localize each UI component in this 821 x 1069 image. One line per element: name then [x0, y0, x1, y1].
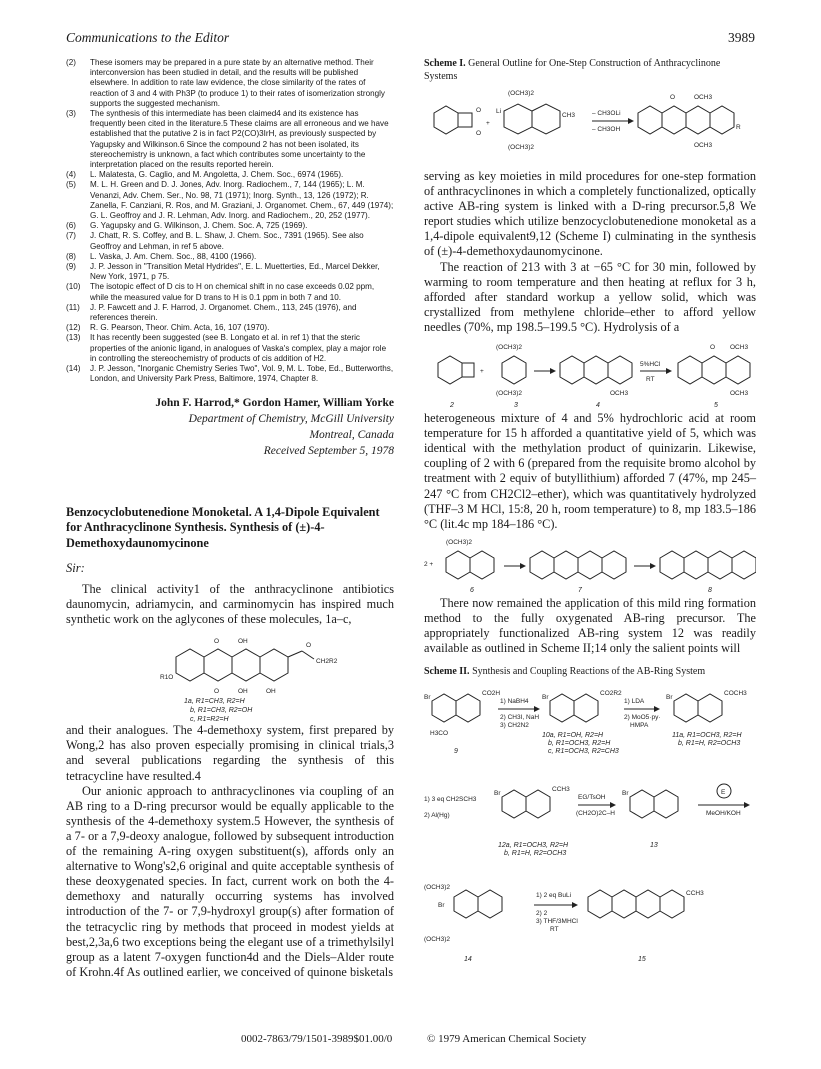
compound-number: 4	[596, 402, 600, 410]
reagent-label: (CH2O)2C–H	[576, 809, 616, 817]
compound-number: 13	[650, 841, 658, 849]
reagent-label: 3) CH2N2	[500, 721, 529, 729]
reference-item: (6) G. Yagupsky and G. Wilkinson, J. Chem. Soc. A, 725 (1969).	[66, 221, 308, 231]
svg-text:CO2H: CO2H	[482, 689, 501, 697]
right-column	[424, 58, 756, 973]
reagent-label: MeOH/KOH	[706, 809, 741, 817]
compound-legend: b, R1=H, R2=OCH3	[678, 739, 741, 747]
paragraph: There now remained the application of this mild ring formation method to the fully oxygenated AB-ring precursor. The appropriately functionalized AB-ring system 12 was readily available as outlined in Scheme II;14 only the salient points will	[424, 595, 756, 656]
reference-item: (8) L. Vaska, J. Am. Chem. Soc., 88, 4100 (1966).	[66, 251, 257, 261]
compound-1-structure	[66, 627, 394, 723]
reagent-label: – CH3OH	[592, 126, 621, 133]
reference-item: (9) J. P. Jesson in "Transition Metal Hydrides", E. L. Muetterties, Ed., Marcel Dekker, New York, 1971, p 75.	[66, 262, 380, 282]
author-signature	[66, 395, 394, 459]
paragraph: heterogeneous mixture of 4 and 5% hydrochloric acid at room temperature for 15 h afforded a quantitative yield of 5, which was identical with the methylation product of quinizarin. Likewise, coupling of 2 with 6 (prepared from the requisite bromo alcohol by treatment with 2 equiv of butyllithium) afforded 7 (47%, mp 245–247 °C from CH2Cl2–ether), which was quantitatively hydrolyzed (THF–3 M HCl, 15:8, 20 h, room temperature) to 8, mp 183.5–186 °C (lit.4c mp 184–186 °C).	[424, 411, 756, 531]
svg-text:H3CO: H3CO	[430, 729, 449, 737]
paragraph: Our anionic approach to anthracyclinones via coupling of an AB ring to a D-ring precursor would be equally applicable to the synthesis of the 4-demethoxy system.5 However, the synthesis of a 7- or a 7,9-deoxy analogue, followed by subsequent introduction of the remaining A-ring oxygen substituent(s), affords only an alternative to Wong's2,6 original and quite acceptable synthesis of these deoxygenated species. In fact, current work on both the 4-demethoxy and naturally occurring systems has involved introduction of the 7- or 7,9-hydroxyl group(s) after formation of the tetracyclic ring by methods that proceed in modest yields at best,2,3a,6 two exceptions being the elegant use of a trimethylsilyl group as a latent 7-oxygen function4d and the Diels–Alder route of Krohn.4f As outlined earlier, we conceived of quinone bisketals	[66, 783, 394, 979]
running-head	[66, 30, 755, 48]
scheme-1-figure	[424, 83, 756, 169]
left-column	[66, 58, 394, 980]
svg-text:(OCH3)2: (OCH3)2	[508, 144, 535, 151]
article-code: 0002-7863/79/1501-3989$01.00/0	[241, 1033, 393, 1045]
oh-label: OH	[266, 688, 276, 696]
compound-number: 8	[708, 586, 712, 594]
svg-text:Br: Br	[542, 693, 549, 701]
svg-text:COCH3: COCH3	[724, 689, 747, 697]
article-title: Benzocyclobutenedione Monoketal. A 1,4-Dipole Equivalent for Anthracyclinone Synthesis. Synthesis of (±)-4-Demethoxydaunomycinone	[66, 504, 380, 550]
svg-text:OCH3: OCH3	[610, 390, 629, 398]
compound-number: 7	[578, 586, 582, 594]
reagent-label: RT	[646, 376, 655, 384]
svg-text:O: O	[670, 94, 676, 101]
svg-text:Br: Br	[666, 693, 673, 701]
reagent-label: 1) 3 eq CH2SCH3	[424, 795, 477, 803]
received-date: Received September 5, 1978	[263, 444, 394, 457]
reagent-label: EG/TsOH	[578, 793, 606, 801]
svg-text:+: +	[480, 368, 484, 376]
copyright: © 1979 American Chemical Society	[427, 1033, 587, 1045]
scheme-1-title: Scheme I. General Outline for One-Step Construction of Anthracyclinone Systems	[424, 58, 721, 82]
reference-item: (2) These isomers may be prepared in a pure state by an alternative method. Their interconversion has been studied in detail, and the results will be published elsewhere. In addition to rate law evidence, the close similarity of the rates of reaction of 3 and 4 with Ph3P (to produce 1) to their rates of isomerization strongly supports the suggested mechanism.	[66, 58, 385, 108]
compound-legend: b, R1=CH3, R2=OH	[190, 707, 253, 715]
oh-label: OH	[238, 688, 248, 696]
svg-text:OCH3: OCH3	[730, 390, 749, 398]
compound-legend: 10a, R1=OH, R2=H	[542, 731, 604, 739]
svg-text:Br: Br	[494, 789, 501, 797]
reagent-label: 2) Al(Hg)	[424, 811, 450, 819]
svg-text:Br: Br	[622, 789, 629, 797]
reference-item: (13) It has recently been suggested (see B. Longato et al. in ref 1) that the steric properties of the anionic ligand, in analogues of Vaska's complex, play a major role in controlling the stereochemistry of products of cis addition of H2.	[66, 333, 387, 363]
scheme-2-title: Scheme II. Synthesis and Coupling Reactions of the AB-Ring System	[424, 666, 706, 678]
compound-number: 9	[454, 747, 458, 755]
o-label: O	[214, 638, 220, 646]
svg-text:Br: Br	[424, 693, 431, 701]
salutation: Sir:	[66, 561, 85, 575]
paragraph: The reaction of 213 with 3 at −65 °C for 30 min, followed by warming to room temperature and then heating at reflux for 3 h, afforded after standard workup a yellow solid, which was crystallized from methylene chloride–ether to afford yellow needles (70%, mp 198.5–199.5 °C). Hydrolysis of a	[424, 259, 756, 334]
scheme-2-figure	[424, 679, 756, 973]
reagent-label: 2) 2	[536, 909, 548, 917]
compound-number: 6	[470, 586, 474, 594]
compound-legend: b, R1=OCH3, R2=H	[548, 739, 611, 747]
compound-number: 15	[638, 955, 646, 963]
svg-text:Br: Br	[438, 901, 445, 909]
compound-number: 5	[714, 402, 718, 410]
svg-text:(OCH3)2: (OCH3)2	[424, 883, 451, 891]
oh-label: OH	[238, 638, 248, 646]
svg-text:R: R	[736, 124, 741, 131]
ch2r2-label: CH2R2	[316, 658, 338, 666]
reference-item: (14) J. P. Jesson, "Inorganic Chemistry Series Two", Vol. 9, M. L. Tobe, Ed., Butterworths, London, and University Park Press, Baltimore, 1974, Chapter 8.	[66, 364, 394, 384]
reaction-2-3-to-5	[424, 335, 756, 411]
paragraph: and their analogues. The 4-demethoxy system, first prepared by Wong,2 has also proven especially promising in clinical trials,3 and several publications regarding the synthesis of this tetracycline have resulted.4	[66, 723, 394, 783]
reference-list	[66, 58, 394, 385]
svg-text:CCH3: CCH3	[552, 785, 570, 793]
reference-item: (5) M. L. H. Green and D. J. Jones, Adv. Inorg. Radiochem., 7, 144 (1965); L. M. Venanzi, Adv. Chem. Ser., No. 98, 71 (1971); Inorg. Synth., 13, 126 (1972); R. Zanella, F. Canziani, R. Ros, and M. Graziani, J. Organomet. Chem., 67, 449 (1974); G. L. Geoffroy and J. R. Lehman, Adv. Inorg. and Radiochem., 20, 252 (1977).	[66, 180, 394, 221]
reference-item: (11) J. P. Fawcett and J. F. Harrod, J. Organomet. Chem., 113, 245 (1976), and references therein.	[66, 302, 357, 323]
reference-item: (12) R. G. Pearson, Theor. Chim. Acta, 16, 107 (1970).	[66, 323, 270, 333]
svg-text:O: O	[476, 107, 482, 114]
svg-text:(OCH3)2: (OCH3)2	[496, 344, 523, 352]
compound-number: 2	[450, 402, 454, 410]
svg-text:(OCH3)2: (OCH3)2	[446, 538, 473, 546]
compound-legend: 12a, R1=OCH3, R2=H	[498, 841, 569, 849]
paragraph: The clinical activity1 of the anthracyclinone antibiotics daunomycin, adriamycin, and carminomycin has inspired much synthetic work on the aglycones of these molecules, 1a–c,	[66, 582, 394, 627]
svg-text:(OCH3)2: (OCH3)2	[508, 90, 535, 97]
compound-number: 14	[464, 955, 472, 963]
reagent-label: 1) 2 eq BuLi	[536, 891, 572, 899]
compound-legend: 11a, R1=OCH3, R2=H	[672, 731, 742, 739]
svg-text:(OCH3)2: (OCH3)2	[496, 390, 523, 398]
compound-legend: 1a, R1=CH3, R2=H	[184, 698, 245, 706]
reference-item: (7) J. Chatt, R. S. Coffey, and B. L. Shaw, J. Chem. Soc., 7391 (1965). See also Geoffroy and Lehman, in ref 5 above.	[66, 231, 364, 251]
author-names: John F. Harrod,* Gordon Hamer, William Yorke	[155, 396, 394, 409]
svg-text:2 +: 2 +	[424, 560, 434, 568]
reagent-label: 2) MoO5·py·	[624, 713, 661, 721]
reaction-6-to-8	[424, 532, 756, 596]
reference-item: (10) The isotopic effect of D cis to H on chemical shift in no case exceeds 0.02 ppm, while the measured value for D trans to H is 0.1 ppm in both 7 and 10.	[66, 282, 375, 302]
r1o-label: R1O	[160, 674, 174, 682]
paragraph: serving as key moieties in mild procedures for one-step formation of anthracyclinones in which a completely functionalized, optically active AB-ring system is linked with a D-ring precursor.5,8 We report studies which utilize benzocyclobutenedione monoketal as a 1,4-dipole equivalent9,12 (Scheme I) culminating in the synthesis of (±)-4-demethoxydaunomycinone.	[424, 169, 756, 259]
o-label: O	[214, 688, 220, 696]
compound-legend: c, R1=R2=H	[190, 716, 229, 724]
running-title: Communications to the Editor	[66, 30, 230, 45]
compound-legend: b, R1=H, R2=OCH3	[504, 849, 567, 857]
svg-text:O: O	[476, 130, 482, 137]
reagent-label: RT	[550, 925, 559, 933]
affiliation: Department of Chemistry, McGill University	[188, 412, 394, 425]
svg-text:(OCH3)2: (OCH3)2	[424, 935, 451, 943]
compound-number: 3	[514, 402, 518, 410]
page-number: 3989	[728, 30, 755, 45]
svg-text:OCH3: OCH3	[730, 344, 749, 352]
reagent-label: 3) THF/3MHCl	[536, 917, 578, 925]
svg-text:OCH3: OCH3	[694, 94, 713, 101]
svg-text:+: +	[486, 120, 490, 127]
tetracycle-rings	[176, 649, 314, 681]
reagent-label: 2) CH3I, NaH	[500, 713, 540, 721]
affiliation-city: Montreal, Canada	[309, 428, 394, 441]
reagent-label: 1) LDA	[624, 697, 645, 705]
svg-text:CH3: CH3	[562, 112, 576, 119]
compound-legend: c, R1=OCH3, R2=CH3	[548, 747, 619, 755]
svg-text:CCH3: CCH3	[686, 889, 704, 897]
circle-label: E	[721, 788, 726, 796]
svg-text:CO2R2: CO2R2	[600, 689, 622, 697]
o-label: O	[306, 642, 312, 650]
svg-text:Li: Li	[496, 108, 502, 115]
reagent-label: 5%HCl	[640, 361, 661, 369]
reagent-label: – CH3OLi	[592, 110, 621, 117]
reference-item: (3) The synthesis of this intermediate has been claimed4 and its existence has frequently been cited in the literature.5 These claims are all erroneous and we have established that the putative 2 is in fact P2(CO)3IrH, as previously suspected by Yagupsky and Wilkinson.6 Since the compound 2 has not been isolated, its stereochemistry is unknown, a fact which contributes some uncertainty to the interpretation placed on the results reported herein.	[66, 109, 389, 170]
reagent-label: HMPA	[630, 721, 649, 729]
reference-item: (4) L. Malatesta, G. Caglio, and M. Angoletta, J. Chem. Soc., 6974 (1965).	[66, 170, 344, 180]
svg-text:OCH3: OCH3	[694, 142, 713, 149]
reagent-label: 1) NaBH4	[500, 697, 529, 705]
svg-text:O: O	[710, 344, 716, 352]
